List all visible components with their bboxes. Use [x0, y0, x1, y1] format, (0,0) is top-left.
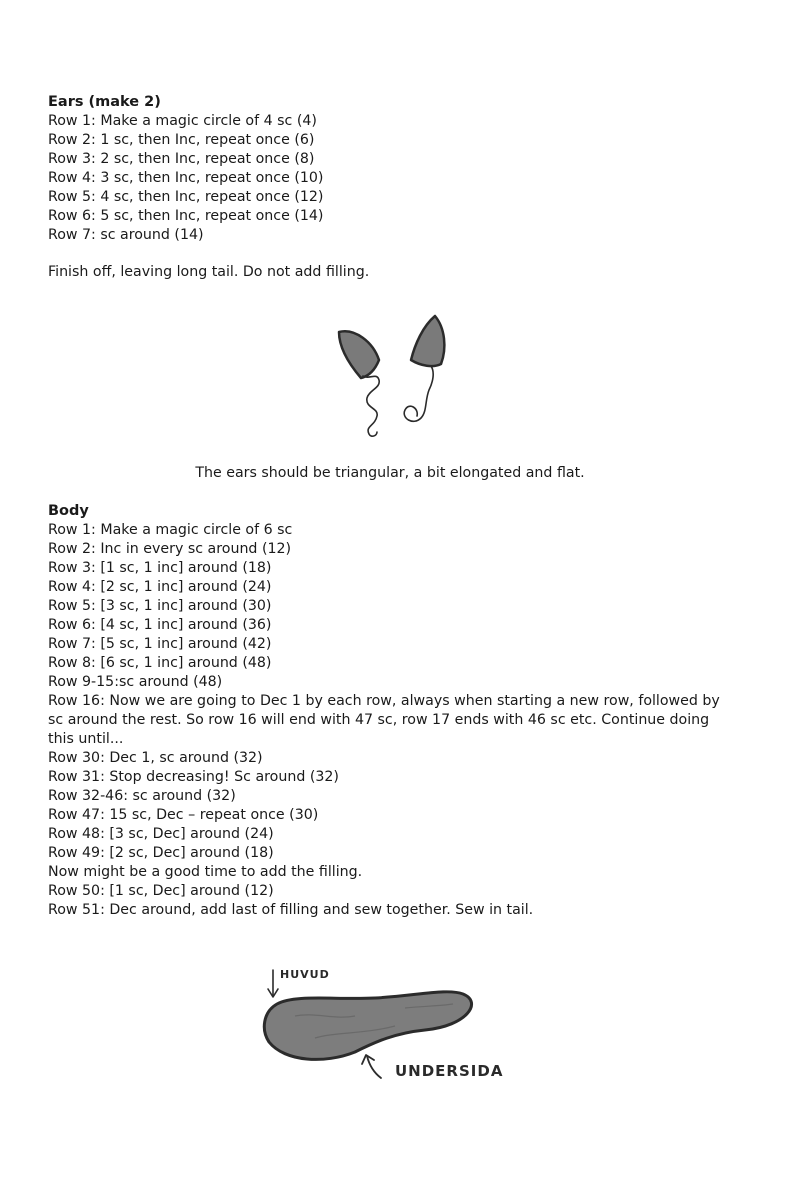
ears-row-list	[48, 112, 323, 245]
body-row: Row 30: Dec 1, sc around (32)	[48, 750, 263, 766]
body-row: Row 6: [4 sc, 1 inc] around (36)	[48, 617, 272, 633]
body-row: Row 50: [1 sc, Dec] around (12)	[48, 883, 274, 899]
ears-heading: Ears (make 2)	[48, 94, 161, 110]
body-row: Row 49: [2 sc, Dec] around (18)	[48, 845, 274, 861]
ears-row: Row 5: 4 sc, then Inc, repeat once (12)	[48, 189, 324, 205]
body-row: Row 51: Dec around, add last of filling and sew together. Sew in tail.	[48, 902, 534, 918]
body-row: Row 1: Make a magic circle of 6 sc	[48, 522, 293, 538]
ears-row: Row 7: sc around (14)	[48, 227, 204, 243]
body-row: Row 32-46: sc around (32)	[48, 788, 236, 804]
body-row-list	[48, 521, 738, 920]
ears-row: Row 4: 3 sc, then Inc, repeat once (10)	[48, 170, 324, 186]
body-row: Row 5: [3 sc, 1 inc] around (30)	[48, 598, 272, 614]
body-drawing-icon	[255, 960, 535, 1090]
underside-label: UNDERSIDA	[395, 1062, 504, 1080]
body-row: Row 9-15:sc around (48)	[48, 674, 223, 690]
ears-row: Row 3: 2 sc, then Inc, repeat once (8)	[48, 151, 315, 167]
body-row: Now might be a good time to add the filling.	[48, 864, 363, 880]
ears-row: Row 1: Make a magic circle of 4 sc (4)	[48, 113, 317, 129]
body-row: Row 48: [3 sc, Dec] around (24)	[48, 826, 274, 842]
head-label: HUVUD	[280, 968, 330, 981]
body-row: Row 47: 15 sc, Dec – repeat once (30)	[48, 807, 319, 823]
ears-finish-note: Finish off, leaving long tail. Do not add filling.	[48, 264, 370, 280]
body-row: Row 8: [6 sc, 1 inc] around (48)	[48, 655, 272, 671]
body-row: Row 4: [2 sc, 1 inc] around (24)	[48, 579, 272, 595]
body-heading: Body	[48, 503, 89, 519]
ears-caption: The ears should be triangular, a bit elongated and flat.	[195, 465, 585, 481]
body-row: Row 3: [1 sc, 1 inc] around (18)	[48, 560, 272, 576]
body-row: Row 7: [5 sc, 1 inc] around (42)	[48, 636, 272, 652]
ears-row: Row 6: 5 sc, then Inc, repeat once (14)	[48, 208, 324, 224]
body-row: Row 2: Inc in every sc around (12)	[48, 541, 292, 557]
ears-row: Row 2: 1 sc, then Inc, repeat once (6)	[48, 132, 315, 148]
body-row: Row 16: Now we are going to Dec 1 by each row, always when starting a new row, followed by sc around the rest. So row 16 will end with 47 sc, row 17 ends with 46 sc etc. Continue doing this until...	[48, 693, 720, 747]
ears-drawing-icon	[325, 308, 455, 440]
body-row: Row 31: Stop decreasing! Sc around (32)	[48, 769, 339, 785]
